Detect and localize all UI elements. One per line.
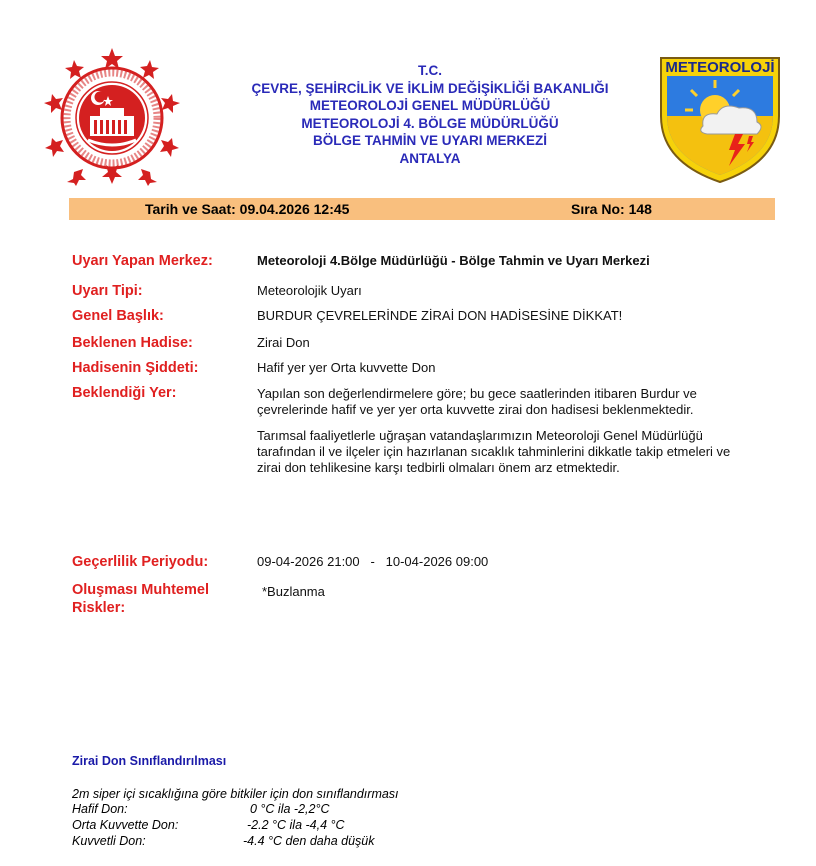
header-line-city: ANTALYA <box>399 150 461 166</box>
severity-value: Hafif yer yer Orta kuvvette Don <box>257 360 436 375</box>
header-line-tc: T.C. <box>417 63 442 78</box>
frost-class-range-moderate: -2.2 °C ila -4,4 °C <box>247 818 345 832</box>
classification-subtitle: 2m siper içi sıcaklığına göre bitkiler için don sınıflandırması <box>72 787 399 801</box>
expected-event-value: Zirai Don <box>257 335 310 350</box>
sequence-number-text: Sıra No: 148 <box>571 201 652 217</box>
general-title-label: Genel Başlık: <box>72 308 164 324</box>
advice-paragraph: Tarımsal faaliyetlerle uğraşan vatandaşlarımızın Meteoroloji Genel Müdürlüğü tarafından il ve ilçeler için hazırlanan sıcaklık tahminlerini dikkatle takip etmeleri ve zirai don tehlikesine karşı tedbirli olmaları önem arz etmektedir. <box>257 428 731 475</box>
frost-class-range-light: 0 °C ila -2,2°C <box>250 802 330 816</box>
classification-title: Zirai Don Sınıflandırılması <box>72 754 227 768</box>
expected-event-label: Beklenen Hadise: <box>72 335 193 351</box>
warning-type-label: Uyarı Tipi: <box>72 283 143 299</box>
frost-class-range-strong: -4.4 °C den daha düşük <box>243 834 375 848</box>
frost-class-name-light: Hafif Don: <box>72 802 128 816</box>
header-line-ministry: ÇEVRE, ŞEHİRCİLİK VE İKLİM DEĞİŞİKLİĞİ BAKANLIĞI <box>251 80 609 96</box>
possible-risks-value: *Buzlanma <box>262 584 325 599</box>
header-line-general-directorate: METEOROLOJİ GENEL MÜDÜRLÜĞÜ <box>309 98 551 113</box>
meteoroloji-logo <box>657 54 783 184</box>
ministry-seal-logo <box>42 46 182 186</box>
validity-period-value: 09-04-2026 21:00 - 10-04-2026 09:00 <box>257 554 489 569</box>
issuing-center-value: Meteoroloji 4.Bölge Müdürlüğü - Bölge Tahmin ve Uyarı Merkezi <box>257 253 650 268</box>
header-line-center: BÖLGE TAHMİN VE UYARI MERKEZİ <box>312 133 547 148</box>
possible-risks-label-line2: Riskler: <box>72 600 126 616</box>
general-title-value: BURDUR ÇEVRELERİNDE ZİRAİ DON HADİSESİNE DİKKAT! <box>257 308 623 323</box>
frost-class-name-moderate: Orta Kuvvette Don: <box>72 818 179 832</box>
frost-class-name-strong: Kuvvetli Don: <box>72 834 146 848</box>
meteoroloji-logo-text: METEOROLOJİ <box>665 59 775 76</box>
expected-location-value: Yapılan son değerlendirmelere göre; bu gece saatlerinden itibaren Burdur ve çevrelerinde hafif ve yer yer orta kuvvette zirai don hadisesi beklenmektedir. <box>257 386 697 417</box>
date-sequence-bar <box>69 198 775 220</box>
severity-label: Hadisenin Şiddeti: <box>72 360 199 376</box>
header-line-regional-directorate: METEOROLOJİ 4. BÖLGE MÜDÜRLÜĞÜ <box>301 115 559 131</box>
date-time-text: Tarih ve Saat: 09.04.2026 12:45 <box>145 201 350 217</box>
possible-risks-label-line1: Oluşması Muhtemel <box>72 582 209 598</box>
validity-period-label: Geçerlilik Periyodu: <box>72 554 209 570</box>
header-title-block <box>200 62 660 167</box>
expected-location-label: Beklendiği Yer: <box>72 385 177 401</box>
issuing-center-label: Uyarı Yapan Merkez: <box>72 253 213 269</box>
warning-type-value: Meteorolojik Uyarı <box>257 283 362 298</box>
